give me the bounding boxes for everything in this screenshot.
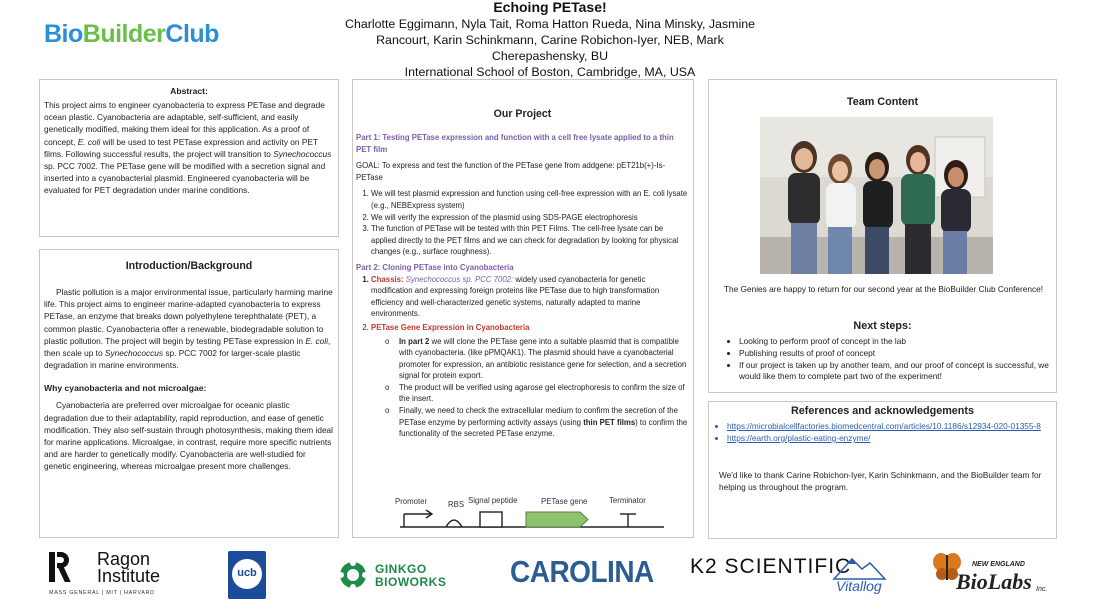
abstract-heading: Abstract:: [170, 86, 208, 96]
carolina-logo: CAROLINA: [510, 554, 654, 589]
ucb-logo: ucb: [228, 551, 266, 599]
neb-logo: NEW ENGLAND BioLabs Inc.: [932, 552, 1052, 600]
intro-subheading: Why cyanobacteria and not microalgae:: [44, 383, 207, 394]
team-panel: [708, 79, 1057, 393]
project-heading: Our Project: [493, 108, 552, 120]
references-heading: References and acknowledgements: [790, 405, 974, 417]
list-item: 2. We will verify the expression of the plasmid using SDS-PAGE electrophoresis: [371, 212, 689, 224]
rbs-label: RBS: [448, 500, 465, 509]
references-panel: [708, 401, 1057, 539]
list-item: • Publishing results of proof of concept: [739, 348, 1051, 360]
list-item: 1. We will test plasmid expression and function using cell-free expression with an E. coli lysate (e.g., NEBExpress system): [371, 188, 689, 211]
list-item: 3. The function of PETase will be tested with thin PET Films. The cell-free lysate can be applied directly to the PET films and we can check for degradation by looking for physical changes (e.g., surface roughness).: [371, 223, 689, 258]
gene-construct-diagram: [392, 492, 672, 532]
abstract-text: This project aims to engineer cyanobacteria to express PETase and degrade ocean plastic. Cyanobacteria are adaptable, self-sufficient, and easily genetically modified, making them ideal for this application. As a proof of concept, E. coli will be used to test PETase expression and activity on PET films. Following successful results, the project will transition to Synechococcus sp. PCC 7002. The PETase gene will be modified with a secretion signal and inserted into a cyanobacterial plasmid. Engineered cyanobacteria will be evaluated for PET degradation under marine conditions.: [44, 100, 332, 196]
ginkgo-bioworks-logo: GINKGO BIOWORKS: [338, 560, 458, 592]
list-item: 1. Chassis: Synechococcus sp. PCC 7002: widely used cyanobacteria for genetic modification and expressing foreign proteins like PETase due to high transformation efficiency and well-characterized genetic systems, naturally adapted to marine environments.: [371, 274, 689, 320]
part1-list: [356, 188, 689, 258]
intro-heading: Introduction/Background: [125, 260, 253, 272]
rbs-icon: [446, 520, 462, 527]
sub-list-item: o Finally, we need to check the extracellular medium to confirm the secretion of the PETase enzyme by performing activity assays (using thin PET films) to confirm the functionality of the secreted PETase enzyme.: [385, 406, 688, 439]
signal-peptide-label: Signal peptide: [468, 496, 518, 505]
promoter-icon: [404, 510, 432, 527]
next-steps-list: [739, 336, 1051, 383]
school-line: International School of Boston, Cambridge, MA, USA: [404, 65, 696, 79]
team-photo: [760, 117, 993, 274]
k2-scientific-logo: K2 SCIENTIFIC: [690, 555, 852, 578]
team-caption: The Genies are happy to return for our second year at the BioBuilder Club Conference!: [723, 284, 1044, 294]
sub-list-item: o In part 2 we will clone the PETase gene into a suitable plasmid that is compatible with cyanobacteria. (like pPMQAK1). The plasmid should have a cyanobacterial promoter for expression, an antibiotic resistance gene for selection, and a secretion signal for protein export.: [385, 336, 687, 381]
list-item: 2. PETase Gene Expression in Cyanobacteria o In part 2 we will clone the PETase gene into a suitable plasmid that is compatible with cyanobacteria. (like pPMQAK1). The plasmid should have a cyanobacterial promoter for expression, an antibiotic resistance gene for selection, and a secretion signal for protein export. o The product will be verified using agarose gel electrophoresis to confirm the size of the insert. o Finally, we need to check the extracellular medium to confirm the secretion of the PETase enzyme by performing activity assays (using thin PET films) to confirm the functionality of the secreted PETase enzyme.: [371, 322, 689, 440]
poster-title: Echoing PETase!: [493, 0, 607, 15]
authors-line-2: Rancourt, Karin Schinkmann, Carine Robichon-Iyer, NEB, Mark: [376, 33, 724, 47]
team-heading: Team Content: [846, 96, 919, 108]
petase-gene-label: PETase gene: [541, 497, 588, 506]
promoter-label: Promoter: [395, 497, 428, 506]
list-item: • If our project is taken up by another team, and our proof of concept is successful, we would like them to complete part two of the experiment!: [739, 360, 1051, 384]
abstract-panel: [39, 79, 339, 237]
reference-link[interactable]: • https://earth.org/plastic-eating-enzyme/: [727, 433, 1049, 445]
part1-title: Part 1: Testing PETase expression and function with a cell free lysate applied to a thin PET film: [356, 133, 674, 154]
ragon-institute-logo: Ragon Institute MASS GENERAL | MIT | HARVARD: [49, 549, 161, 596]
goal-text: GOAL: To express and test the function of the PETase gene from addgene: pET21b(+)-Is-PETase: [356, 161, 666, 182]
authors-line-1: Charlotte Eggimann, Nyla Tait, Roma Hatton Rueda, Nina Minsky, Jasmine: [345, 17, 755, 31]
project-panel: [352, 79, 694, 538]
authors-line-3: Cherepashensky, BU: [491, 49, 609, 63]
intro-text-2: Cyanobacteria are preferred over microalgae for oceanic plastic degradation due to their adaptability, rapid reproduction, and ease of genetic modification. They also self-sustain through photosynthesis, making them ideal for marine applications. Microalgae, in contrast, require more specific nutrients and are harder to genetically modify. Cyanobacteria are well-studied for genetic engineering, whereas microalgae present more challenges.: [44, 400, 334, 472]
list-item: • Looking to perform proof of concept in the lab: [739, 336, 1051, 348]
acknowledgement-text: We'd like to thank Carine Robichon-Iyer, Karin Schinkmann, and the BioBuilder team for helping us throughout the program.: [719, 470, 1042, 492]
reference-link[interactable]: • https://microbialcellfactories.biomedcentral.com/articles/10.1186/s12934-020-01355-8: [727, 421, 1049, 433]
intro-text: Plastic pollution is a major environmental issue, particularly harming marine life. This project aims to engineer marine-adapted cyanobacteria to express PETase, an enzyme that breaks down polyethylene terephthalate (PET), a common plastic. Cyanobacteria offer a renewable, biodegradable solution to plastic pollution. The project will begin by testing PETase expression in E. coli, then scale up to Synechococcus sp. PCC 7002 for larger-scale plastic degradation in marine environments.: [44, 287, 333, 371]
vitallog-logo: Vitallog: [832, 555, 887, 597]
petase-gene-icon: [526, 512, 588, 527]
intro-panel: [39, 249, 339, 538]
part2-list: [356, 274, 689, 440]
ginkgo-icon: [338, 560, 368, 590]
next-steps-heading: Next steps:: [853, 320, 912, 332]
terminator-label: Terminator: [609, 496, 646, 505]
signal-peptide-icon: [480, 512, 502, 527]
sub-list-item: o The product will be verified using agarose gel electrophoresis to confirm the size of the insert.: [385, 382, 685, 404]
part2-title: Part 2: Cloning PETase into Cyanobacteria: [356, 262, 514, 272]
terminator-icon: [620, 514, 636, 527]
biobuilder-logo: BioBuilderClub: [44, 20, 219, 48]
